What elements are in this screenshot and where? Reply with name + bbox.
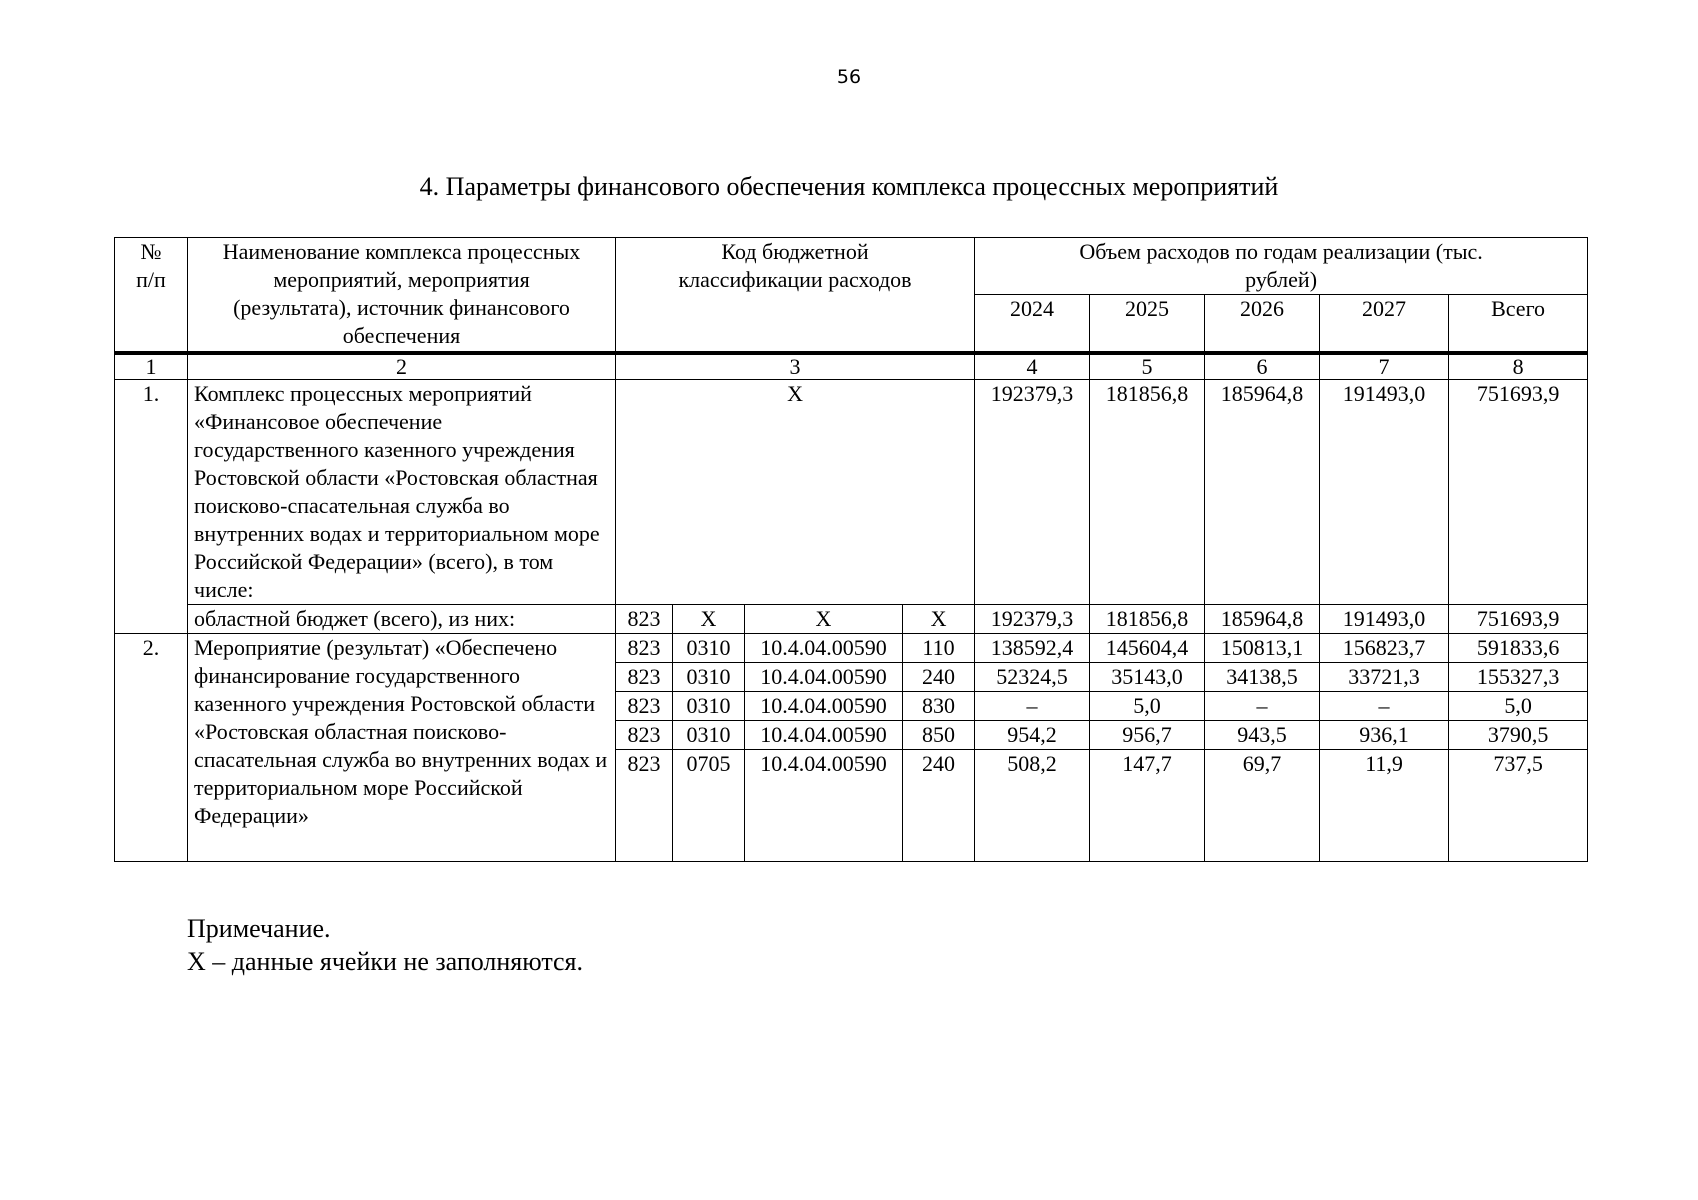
row-value: 35143,0 — [1090, 663, 1205, 692]
row-value: 5,0 — [1090, 692, 1205, 721]
code-target: 10.4.04.00590 — [745, 663, 903, 692]
code-type: 850 — [903, 721, 975, 750]
row-value: 156823,7 — [1320, 634, 1449, 663]
row-value: 185964,8 — [1205, 380, 1320, 605]
code-target: 10.4.04.00590 — [745, 750, 903, 862]
table-row — [115, 380, 1588, 605]
row-value: 191493,0 — [1320, 605, 1449, 634]
header-year-2027: 2027 — [1320, 295, 1449, 354]
header-number: № п/п — [115, 238, 188, 354]
code-type: 240 — [903, 663, 975, 692]
table-row — [115, 605, 1588, 634]
code-admin: 823 — [616, 721, 673, 750]
row-value: – — [1320, 692, 1449, 721]
header-row-top — [115, 238, 1588, 295]
code-type: 110 — [903, 634, 975, 663]
row-code: X — [616, 380, 975, 605]
row-value: 34138,5 — [1205, 663, 1320, 692]
row-value: 11,9 — [1320, 750, 1449, 862]
code-section: 0705 — [673, 750, 745, 862]
row-value: 751693,9 — [1449, 605, 1588, 634]
code-type: X — [903, 605, 975, 634]
col-number: 4 — [975, 353, 1090, 380]
code-admin: 823 — [616, 663, 673, 692]
row-value: 192379,3 — [975, 605, 1090, 634]
code-section: 0310 — [673, 663, 745, 692]
row-value: 5,0 — [1449, 692, 1588, 721]
row-value: 69,7 — [1205, 750, 1320, 862]
code-target: 10.4.04.00590 — [745, 634, 903, 663]
page-number: 56 — [836, 66, 862, 88]
column-number-row — [115, 353, 1588, 380]
code-type: 240 — [903, 750, 975, 862]
row-value: 591833,6 — [1449, 634, 1588, 663]
code-section: 0310 — [673, 721, 745, 750]
row-number: 2. — [115, 634, 188, 862]
row-value: 751693,9 — [1449, 380, 1588, 605]
header-year-2024: 2024 — [975, 295, 1090, 354]
note — [187, 912, 583, 978]
row-value: 508,2 — [975, 750, 1090, 862]
row-value: 954,2 — [975, 721, 1090, 750]
row-number: 1. — [115, 380, 188, 634]
code-section: 0310 — [673, 692, 745, 721]
code-target: X — [745, 605, 903, 634]
row-value: – — [1205, 692, 1320, 721]
row-value: 191493,0 — [1320, 380, 1449, 605]
col-number: 7 — [1320, 353, 1449, 380]
code-section: 0310 — [673, 634, 745, 663]
row-value: 192379,3 — [975, 380, 1090, 605]
header-total: Всего — [1449, 295, 1588, 354]
note-heading: Примечание. — [187, 914, 331, 943]
row-value: 181856,8 — [1090, 605, 1205, 634]
table-row — [115, 634, 1588, 663]
row-name: Комплекс процессных мероприятий «Финансовое обеспечение государственного казенного учреждения Ростовской области «Ростовская областная поисково-спасательная служба во внутренних водах и территориальном море Российской Федерации» (всего), в том числе: — [188, 380, 616, 605]
header-expenses: Объем расходов по годам реализации (тыс. рублей) — [975, 238, 1588, 295]
code-section: X — [673, 605, 745, 634]
section-title: 4. Параметры финансового обеспечения комплекса процессных мероприятий — [419, 172, 1279, 201]
col-number: 2 — [188, 353, 616, 380]
note-text: X – данные ячейки не заполняются. — [187, 947, 584, 976]
col-number: 5 — [1090, 353, 1205, 380]
row-value: 936,1 — [1320, 721, 1449, 750]
code-admin: 823 — [616, 750, 673, 862]
row-value: 145604,4 — [1090, 634, 1205, 663]
col-number: 8 — [1449, 353, 1588, 380]
col-number: 6 — [1205, 353, 1320, 380]
row-value: 52324,5 — [975, 663, 1090, 692]
code-admin: 823 — [616, 692, 673, 721]
row-value: 185964,8 — [1205, 605, 1320, 634]
row-name: Мероприятие (результат) «Обеспечено финансирование государственного казенного учреждения Ростовской области «Ростовская областная поисково-спасательная служба во внутренних водах и территориальном море Российской Федерации» — [188, 634, 616, 862]
header-year-2026: 2026 — [1205, 295, 1320, 354]
code-admin: 823 — [616, 605, 673, 634]
row-value: – — [975, 692, 1090, 721]
header-year-2025: 2025 — [1090, 295, 1205, 354]
code-type: 830 — [903, 692, 975, 721]
code-admin: 823 — [616, 634, 673, 663]
header-name: Наименование комплекса процессных мероприятий, мероприятия (результата), источник финансового обеспечения — [188, 238, 616, 354]
row-value: 33721,3 — [1320, 663, 1449, 692]
financial-table — [114, 237, 1588, 862]
col-number: 3 — [616, 353, 975, 380]
header-budget-code: Код бюджетной классификации расходов — [616, 238, 975, 354]
row-value: 147,7 — [1090, 750, 1205, 862]
row-value: 150813,1 — [1205, 634, 1320, 663]
code-target: 10.4.04.00590 — [745, 721, 903, 750]
row-value: 956,7 — [1090, 721, 1205, 750]
row-value: 737,5 — [1449, 750, 1588, 862]
row-value: 138592,4 — [975, 634, 1090, 663]
col-number: 1 — [115, 353, 188, 380]
row-value: 943,5 — [1205, 721, 1320, 750]
row-value: 3790,5 — [1449, 721, 1588, 750]
row-value: 155327,3 — [1449, 663, 1588, 692]
row-name: областной бюджет (всего), из них: — [188, 605, 616, 634]
code-target: 10.4.04.00590 — [745, 692, 903, 721]
row-value: 181856,8 — [1090, 380, 1205, 605]
